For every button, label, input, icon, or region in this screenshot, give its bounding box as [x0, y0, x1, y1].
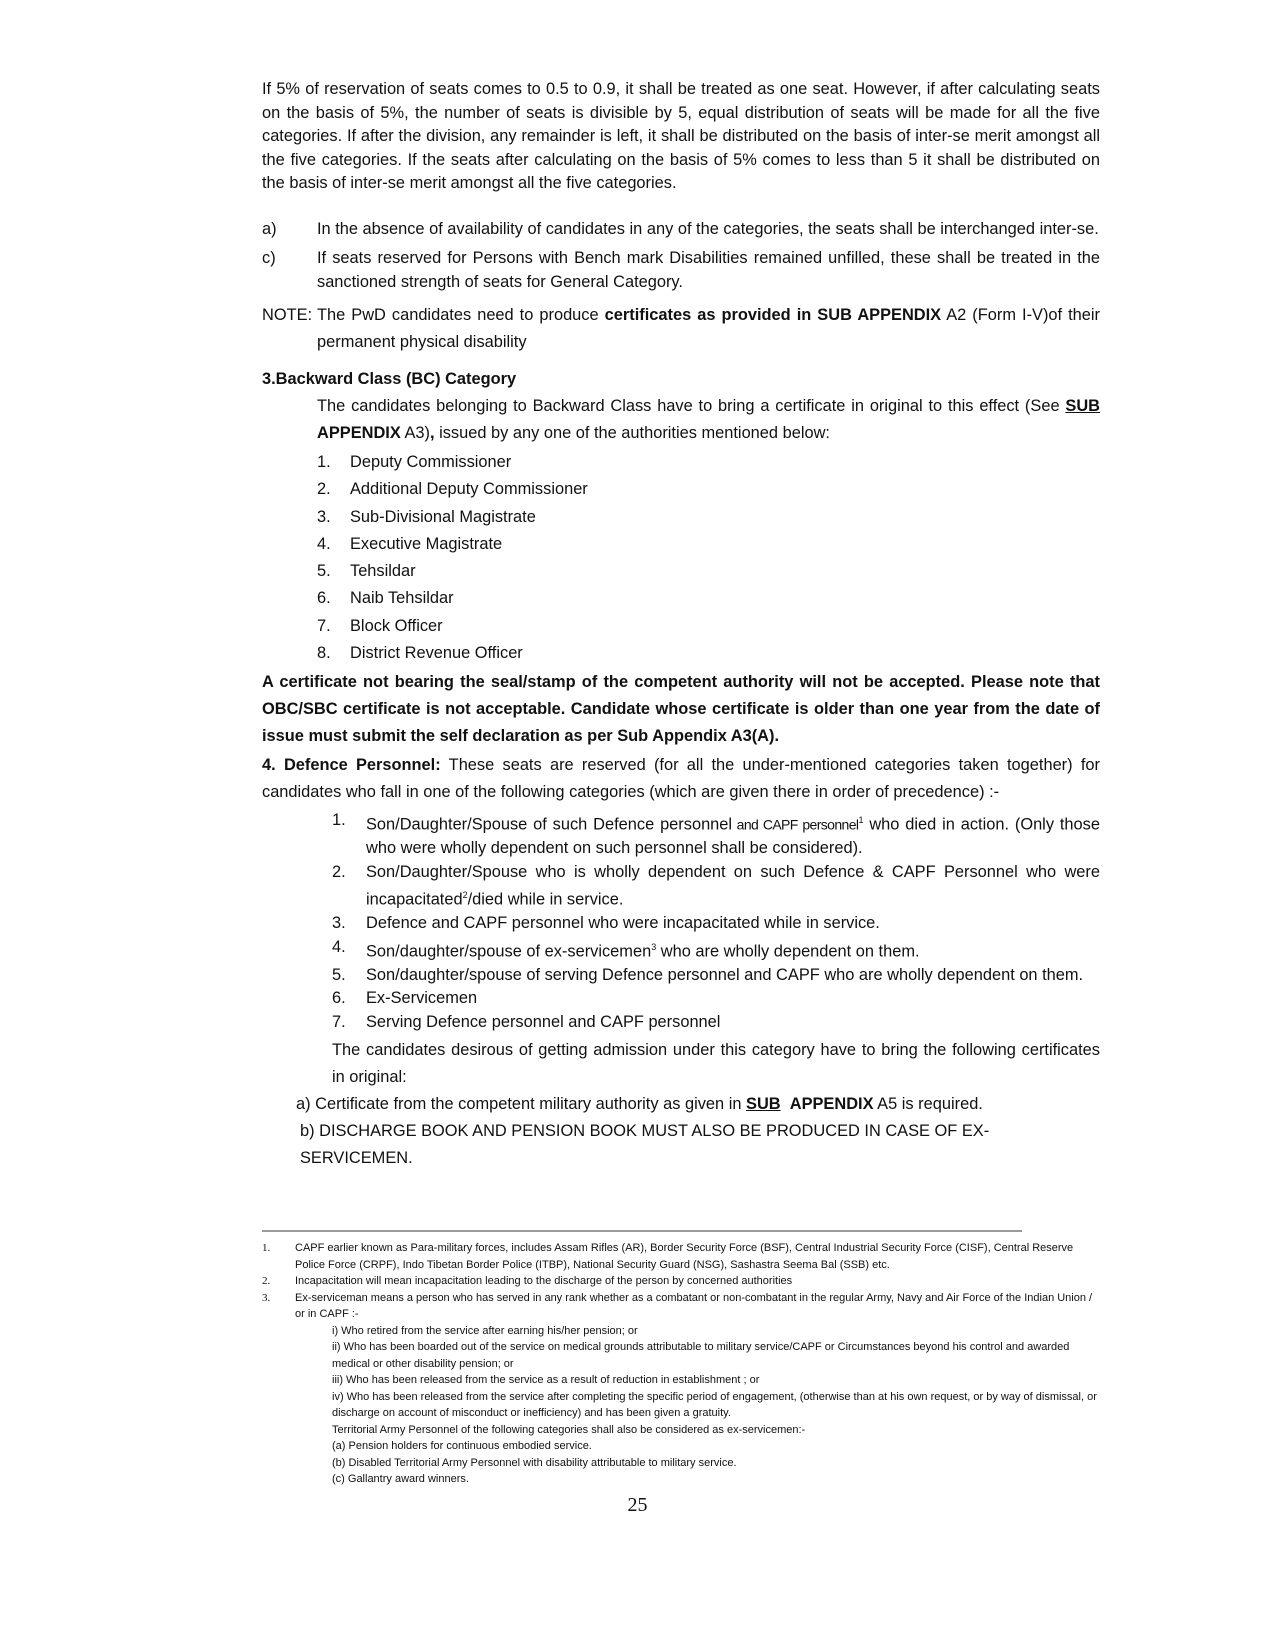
list-item: 2. Son/Daughter/Spouse who is wholly dependent on such Defence & CAPF Personnel who were incapacitated$^2$/died while in service.	[332, 862, 1100, 909]
list-item: 3. Sub-Divisional Magistrate	[317, 507, 536, 526]
list-item: 7. Block Officer	[317, 616, 443, 635]
footnote-subitem: i) Who retired from the service after earning his/her pension; or	[332, 1324, 638, 1337]
document-body	[262, 78, 1100, 1172]
clause-text: If seats reserved for Persons with Bench mark Disabilities remained unfilled, these shall be treated in the sanctioned strength of seats for General Category.	[317, 249, 1100, 291]
footnotes	[262, 1240, 1102, 1488]
defence-category-list	[332, 809, 1100, 1034]
bc-paragraph	[317, 393, 1100, 447]
bc-para-pre: The candidates belonging to Backward Class have to bring a certificate in original to this effect (See	[317, 397, 1066, 415]
footnote-subitem: ii) Who has been boarded out of the service on medical grounds attributable to military service/CAPF or Circumstances beyond his control and awarded medical or other disability pension; or	[332, 1341, 1070, 1370]
note-text-bold: certificates as provided in SUB APPENDIX	[604, 306, 942, 324]
note-label: NOTE:	[262, 306, 313, 324]
clause-c	[262, 247, 1100, 294]
list-item: 5. Son/daughter/spouse of serving Defence personnel and CAPF who are wholly dependent on them.	[332, 965, 1084, 984]
list-item: 7. Serving Defence personnel and CAPF personnel	[332, 1012, 721, 1031]
bc-para-post: issued by any one of the authorities mentioned below:	[434, 424, 830, 442]
pwd-note	[262, 302, 1100, 356]
footnote-3: 3. Ex-serviceman means a person who has served in any rank whether as a combatant or non-combatant in the regular Army, Navy and Air Force of the Indian Union / or in CAPF :-	[262, 1291, 1093, 1320]
bc-para-mid: A3)	[400, 424, 430, 442]
authority-list	[317, 449, 1100, 667]
bc-warning: A certificate not bearing the seal/stamp of the competent authority will not be accepted. Please note that OBC/SBC certificate is not acceptable. Candidate whose certificate is older than one year from the date of issue must submit the self declaration as per Sub Appendix A3(A).	[262, 673, 1100, 746]
bc-section	[317, 393, 1100, 667]
certificate-b: b) DISCHARGE BOOK AND PENSION BOOK MUST ALSO BE PRODUCED IN CASE OF EX-SERVICEMEN.	[300, 1122, 990, 1168]
clause-label: a)	[262, 219, 277, 238]
footnote-2: 2. Incapacitation will mean incapacitation leading to the discharge of the person by concerned authorities	[262, 1275, 793, 1287]
footnote-subitem: iii) Who has been released from the service as a result of reduction in establishment ; or	[332, 1374, 760, 1386]
footnote-subitem: iv) Who has been released from the service after completing the specific period of engagement, (otherwise than at his own request, or by way of dismissal, or discharge on account of misconduct or inefficiency) and has been given a gratuity.	[332, 1390, 1097, 1419]
list-item: 3. Defence and CAPF personnel who were incapacitated while in service.	[332, 914, 880, 933]
list-item: 1. Deputy Commissioner	[317, 453, 512, 471]
footnote-1: 1. CAPF earlier known as Para-military forces, includes Assam Rifles (AR), Border Security Force (BSF), Central Industrial Security Force (CISF), Central Reserve Police Force (CRPF), Indo Tibetan Border Police (ITBP), National Security Guard (NSG), Sashastra Seema Bal (SSB) etc.	[262, 1242, 1074, 1271]
note-text-post: A2 (Form I-V)of their permanent physical disability	[317, 306, 1100, 351]
defence-intro-text: These seats are reserved (for all the under-mentioned categories taken together) for candidates who fall in one of the following categories (which are given there in order of precedence) :-	[262, 756, 1100, 802]
list-item: 5. Tehsildar	[317, 562, 416, 581]
list-item: 8. District Revenue Officer	[317, 644, 523, 663]
bc-heading: 3.Backward Class (BC) Category	[262, 370, 517, 388]
list-item: 4. Son/daughter/spouse of ex-servicemen$^3$ who are wholly dependent on them.	[332, 937, 920, 961]
defence-heading: 4. Defence Personnel:	[262, 756, 441, 775]
bc-para-appendix: APPENDIX	[317, 424, 401, 442]
intro-paragraph: If 5% of reservation of seats comes to 0.5 to 0.9, it shall be treated as one seat. However, if after calculating seats on the basis of 5%, the number of seats is divisible by 5, equal distribution of seats will be made for all the five categories. If after the division, any remainder is left, it shall be distributed on the basis of inter-se merit amongst all the five categories. If the seats after calculating on the basis of 5% comes to less than 5 it shall be distributed on the basis of inter-se merit amongst all the five categories.	[262, 80, 1100, 192]
list-item: 6. Naib Tehsildar	[317, 589, 454, 608]
list-item: 2. Additional Deputy Commissioner	[317, 480, 588, 499]
footnote-3-subitems	[332, 1323, 1102, 1488]
list-item: 1. Son/Daughter/Spouse of such Defence personnel and CAPF personnel$^1$ who died in action. (Only those who were wholly dependent on such personnel shall be considered).	[332, 811, 1100, 858]
certificate-paragraph: The candidates desirous of getting admission under this category have to bring the following certificates in original:	[332, 1041, 1100, 1087]
footnote-subitem: Territorial Army Personnel of the following categories shall also be considered as ex-servicemen:-	[332, 1423, 806, 1436]
certificate-a: a) Certificate from the competent military authority as given in SUB APPENDIX A5 is required.	[296, 1095, 983, 1114]
footnote-subitem: (a) Pension holders for continuous embodied service.	[332, 1440, 592, 1452]
footnote-subitem: (c) Gallantry award winners.	[332, 1473, 469, 1485]
footnote-divider	[262, 1230, 1022, 1232]
clause-text: In the absence of availability of candidates in any of the categories, the seats shall be interchanged inter-se.	[317, 219, 1099, 238]
bc-para-comma: ,	[429, 424, 435, 442]
defence-intro	[262, 752, 1100, 806]
note-text-pre: The PwD candidates need to produce	[317, 306, 605, 324]
page-number: 25	[627, 1494, 648, 1516]
footnote-subitem: (b) Disabled Territorial Army Personnel with disability attributable to military service.	[332, 1456, 737, 1469]
list-item: 6. Ex-Servicemen	[332, 989, 478, 1008]
clause-label: c)	[262, 249, 276, 267]
bc-para-sub: SUB	[1065, 397, 1100, 415]
list-item: 4. Executive Magistrate	[317, 534, 503, 553]
clause-a	[262, 218, 1100, 242]
